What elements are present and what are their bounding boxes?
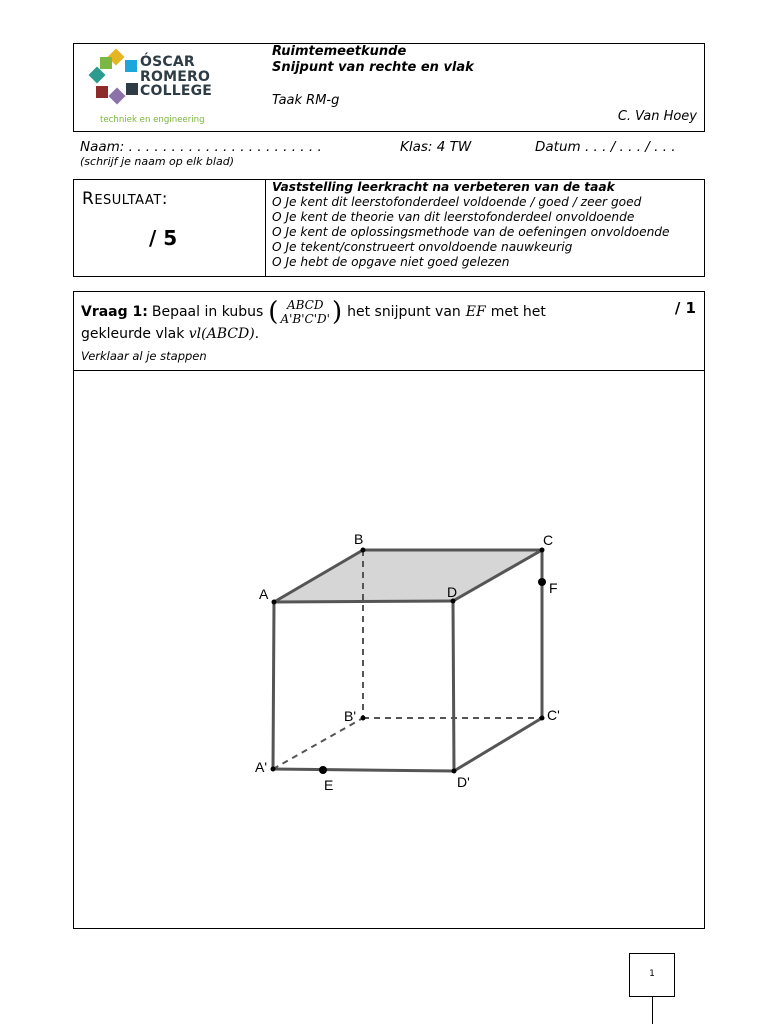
topic-title: Snijpunt van rechte en vlak (272, 60, 474, 75)
matrix-paren-left: ( (268, 297, 279, 327)
logo-square-teal (89, 67, 106, 84)
point-b1 (361, 716, 366, 721)
assessment-item[interactable]: O Je kent de theorie van dit leerstofonderdeel onvoldoende (272, 210, 635, 224)
class-label: Klas: 4 TW (400, 139, 472, 155)
question-line2-end: . (254, 326, 260, 342)
question-text-before: Bepaal in kubus (151, 304, 264, 320)
header-title (272, 44, 474, 76)
hidden-edge-a1b1 (273, 718, 363, 769)
logo-tagline: techniek en engineering (100, 115, 205, 125)
label-c1: C' (547, 707, 560, 723)
assessment-item[interactable]: O Je hebt de opgave niet goed gelezen (272, 255, 510, 269)
task-code: Taak RM-g (272, 93, 340, 108)
cube-notation-bottom: A'B'C'D' (280, 312, 330, 326)
edge-aa1 (273, 602, 274, 769)
question-label: Vraag 1: (81, 304, 148, 320)
logo-square-blue (125, 60, 137, 72)
question-text-after: met het (490, 304, 546, 320)
result-divider (265, 180, 266, 276)
question-line2-text: gekleurde vlak (81, 326, 185, 342)
page-number-line (652, 997, 653, 1024)
logo-name (140, 55, 212, 99)
edge-a1d1 (273, 769, 454, 771)
result-label-rest: ESULTAAT (94, 193, 162, 208)
subject-title: Ruimtemeetkunde (272, 44, 407, 59)
name-field[interactable]: Naam: . . . . . . . . . . . . . . . . . . . . . . . (80, 139, 322, 155)
cube-notation-top: ABCD (286, 298, 324, 312)
label-b1: B' (344, 708, 357, 724)
line-name: EF (465, 304, 486, 320)
school-logo (88, 49, 233, 123)
assessment-item[interactable]: O Je tekent/construeert onvoldoende nauwkeurig (272, 240, 573, 254)
label-a: A (259, 586, 269, 602)
label-b: B (354, 531, 364, 547)
point-a (272, 600, 277, 605)
question-score: / 1 (674, 299, 696, 317)
shaded-face-abcd (274, 550, 542, 602)
cube-notation (280, 298, 329, 326)
label-c: C (543, 532, 554, 548)
logo-name-line-3: COLLEGE (140, 83, 213, 99)
name-note: (schrijf je naam op elk blad) (80, 155, 234, 168)
plane-name: vl(ABCD) (188, 326, 255, 342)
result-label-colon: : (161, 189, 168, 209)
question-line-1 (81, 298, 546, 326)
label-e: E (324, 777, 334, 793)
point-c (540, 548, 545, 553)
matrix-paren-right: ) (331, 297, 343, 327)
logo-square-green (100, 57, 112, 69)
point-f (538, 578, 546, 586)
page-number: 1 (649, 969, 655, 979)
question-text-middle: het snijpunt van (347, 304, 461, 320)
logo-square-red (96, 86, 108, 98)
edge-dd1 (453, 601, 454, 771)
result-score: / 5 (149, 226, 178, 250)
logo-name-line-2: ROMERO (140, 68, 211, 85)
point-c1 (540, 716, 545, 721)
author-name: C. Van Hoey (617, 109, 697, 124)
logo-name-line-1: ÓSCAR (140, 54, 195, 70)
point-e (319, 766, 327, 774)
logo-square-dark (126, 83, 138, 95)
assessment-item[interactable]: O Je kent de oplossingsmethode van de oefeningen onvoldoende (272, 225, 670, 239)
assessment-list (272, 180, 670, 270)
question-line-2 (81, 326, 259, 342)
point-b (361, 548, 366, 553)
cube-figure (237, 528, 577, 803)
document-header (73, 43, 705, 132)
label-d1: D' (457, 774, 470, 790)
logo-square-purple (109, 88, 126, 105)
result-label (82, 189, 168, 209)
result-label-initial: R (82, 189, 95, 209)
edge-d1c1 (454, 718, 542, 771)
result-box (73, 179, 705, 277)
edge-ad (274, 601, 453, 602)
label-d: D (447, 584, 458, 600)
point-d1 (452, 769, 457, 774)
assessment-title: Vaststelling leerkracht na verbeteren van de taak (272, 180, 615, 194)
date-field[interactable]: Datum . . . / . . . / . . . (535, 139, 676, 155)
question-separator (74, 370, 704, 371)
point-a1 (271, 767, 276, 772)
question-hint: Verklaar al je stappen (81, 349, 207, 363)
label-a1: A' (255, 759, 268, 775)
label-f: F (549, 580, 558, 596)
assessment-item[interactable]: O Je kent dit leerstofonderdeel voldoende / goed / zeer goed (272, 195, 642, 209)
page-number-box (629, 953, 675, 997)
